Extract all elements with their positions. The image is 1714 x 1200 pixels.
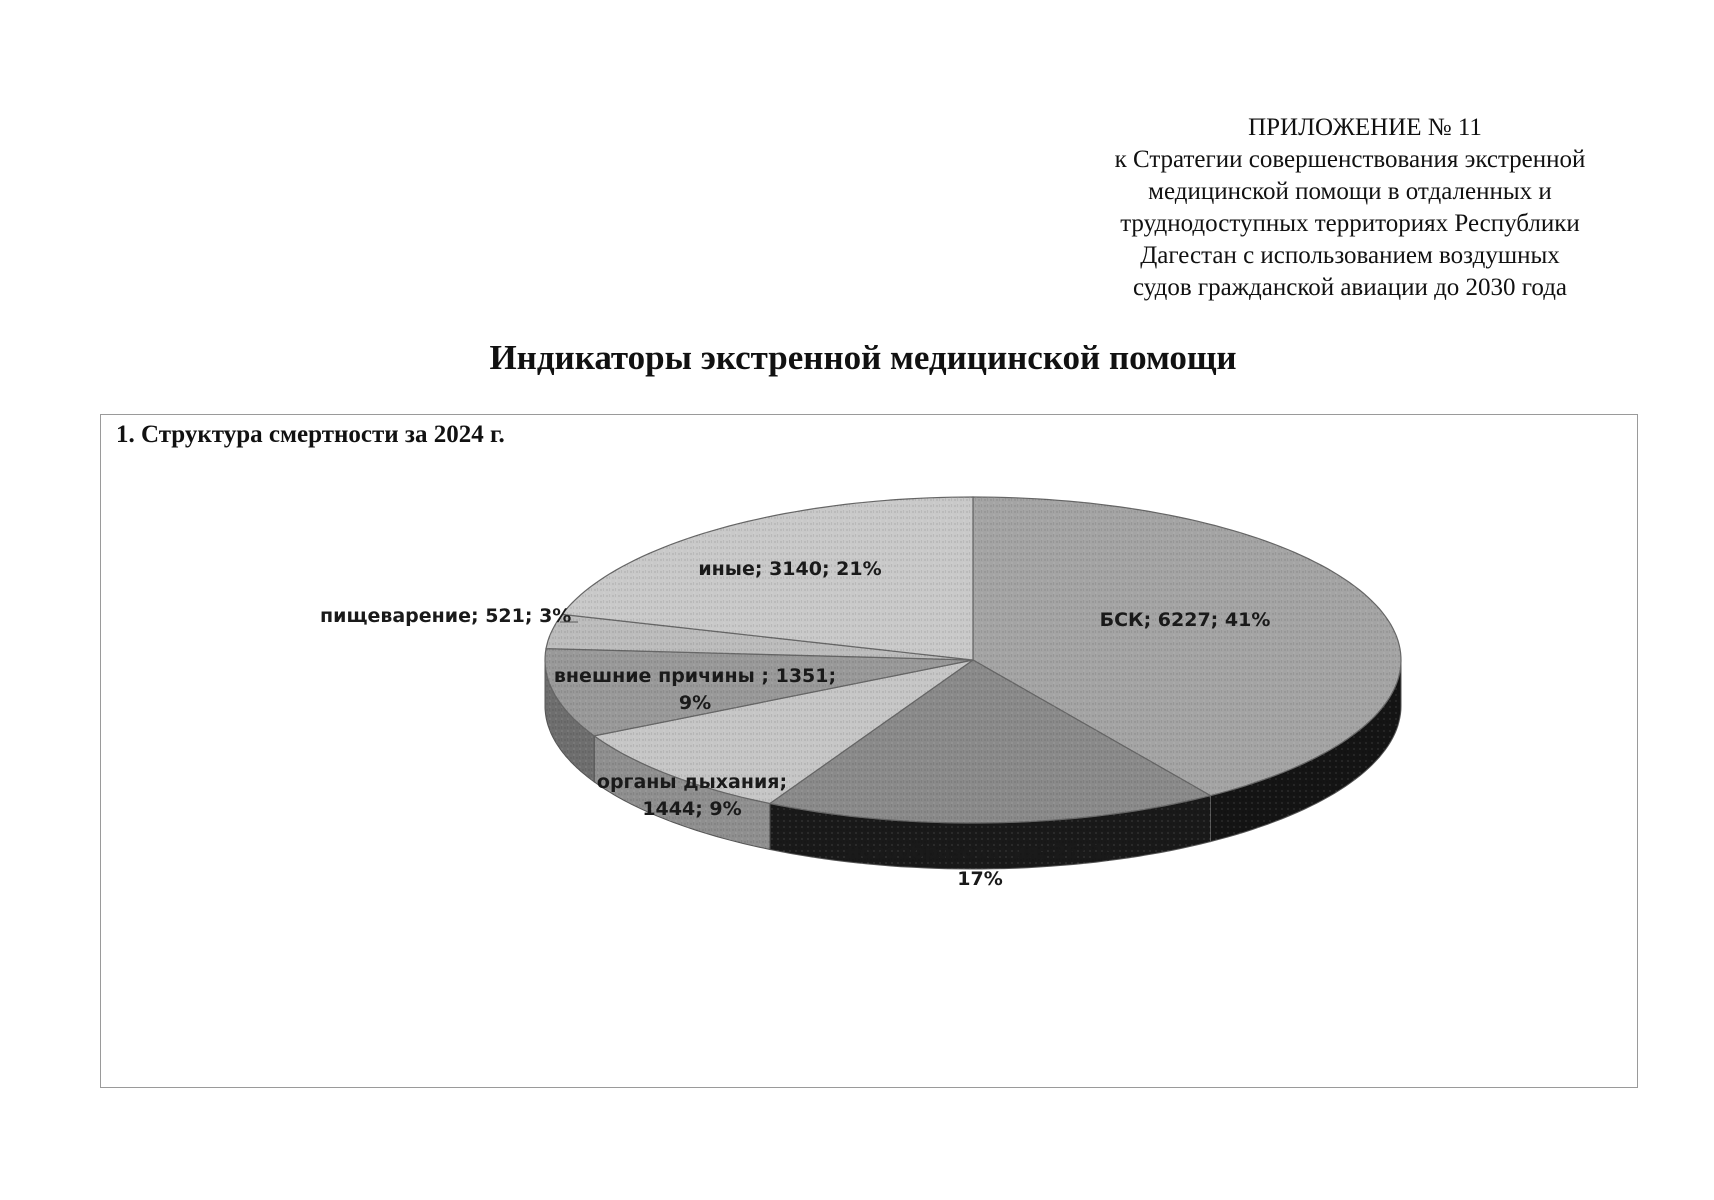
page-title: Индикаторы экстренной медицинской помощи bbox=[489, 338, 1237, 377]
pie-label-line: пищеварение; 521; 3% bbox=[320, 605, 572, 627]
pie-label-БСК bbox=[1100, 609, 1271, 631]
pie-label-line: БСК; 6227; 41% bbox=[1099, 609, 1271, 631]
appendix-line: судов гражданской авиации до 2030 года bbox=[1132, 274, 1568, 301]
pie-label-иные bbox=[698, 558, 881, 580]
pie-label-line: 1444; 9% bbox=[642, 798, 742, 820]
appendix-line: к Стратегии совершенствования экстренной bbox=[1114, 146, 1586, 173]
pie-label-line: внешние причины ; 1351; bbox=[553, 665, 837, 687]
pie-label-line: 17% bbox=[957, 868, 1003, 890]
pie-label-line: 9% bbox=[678, 692, 712, 714]
pie-label-line: новообразования; 2641; bbox=[846, 841, 1114, 863]
appendix-line: медицинской помощи в отдаленных и bbox=[1148, 178, 1552, 205]
appendix-line: Дагестан с использованием воздушных bbox=[1140, 242, 1560, 269]
appendix-line: ПРИЛОЖЕНИЕ № 11 bbox=[1248, 114, 1482, 141]
chart-title: 1. Структура смертности за 2024 г. bbox=[116, 421, 505, 448]
appendix-line: труднодоступных территориях Республики bbox=[1120, 210, 1580, 237]
pie-label-line: иные; 3140; 21% bbox=[698, 558, 882, 580]
pie-label-line: органы дыхания; bbox=[596, 771, 788, 793]
pie-label-пищеварение bbox=[320, 605, 571, 627]
